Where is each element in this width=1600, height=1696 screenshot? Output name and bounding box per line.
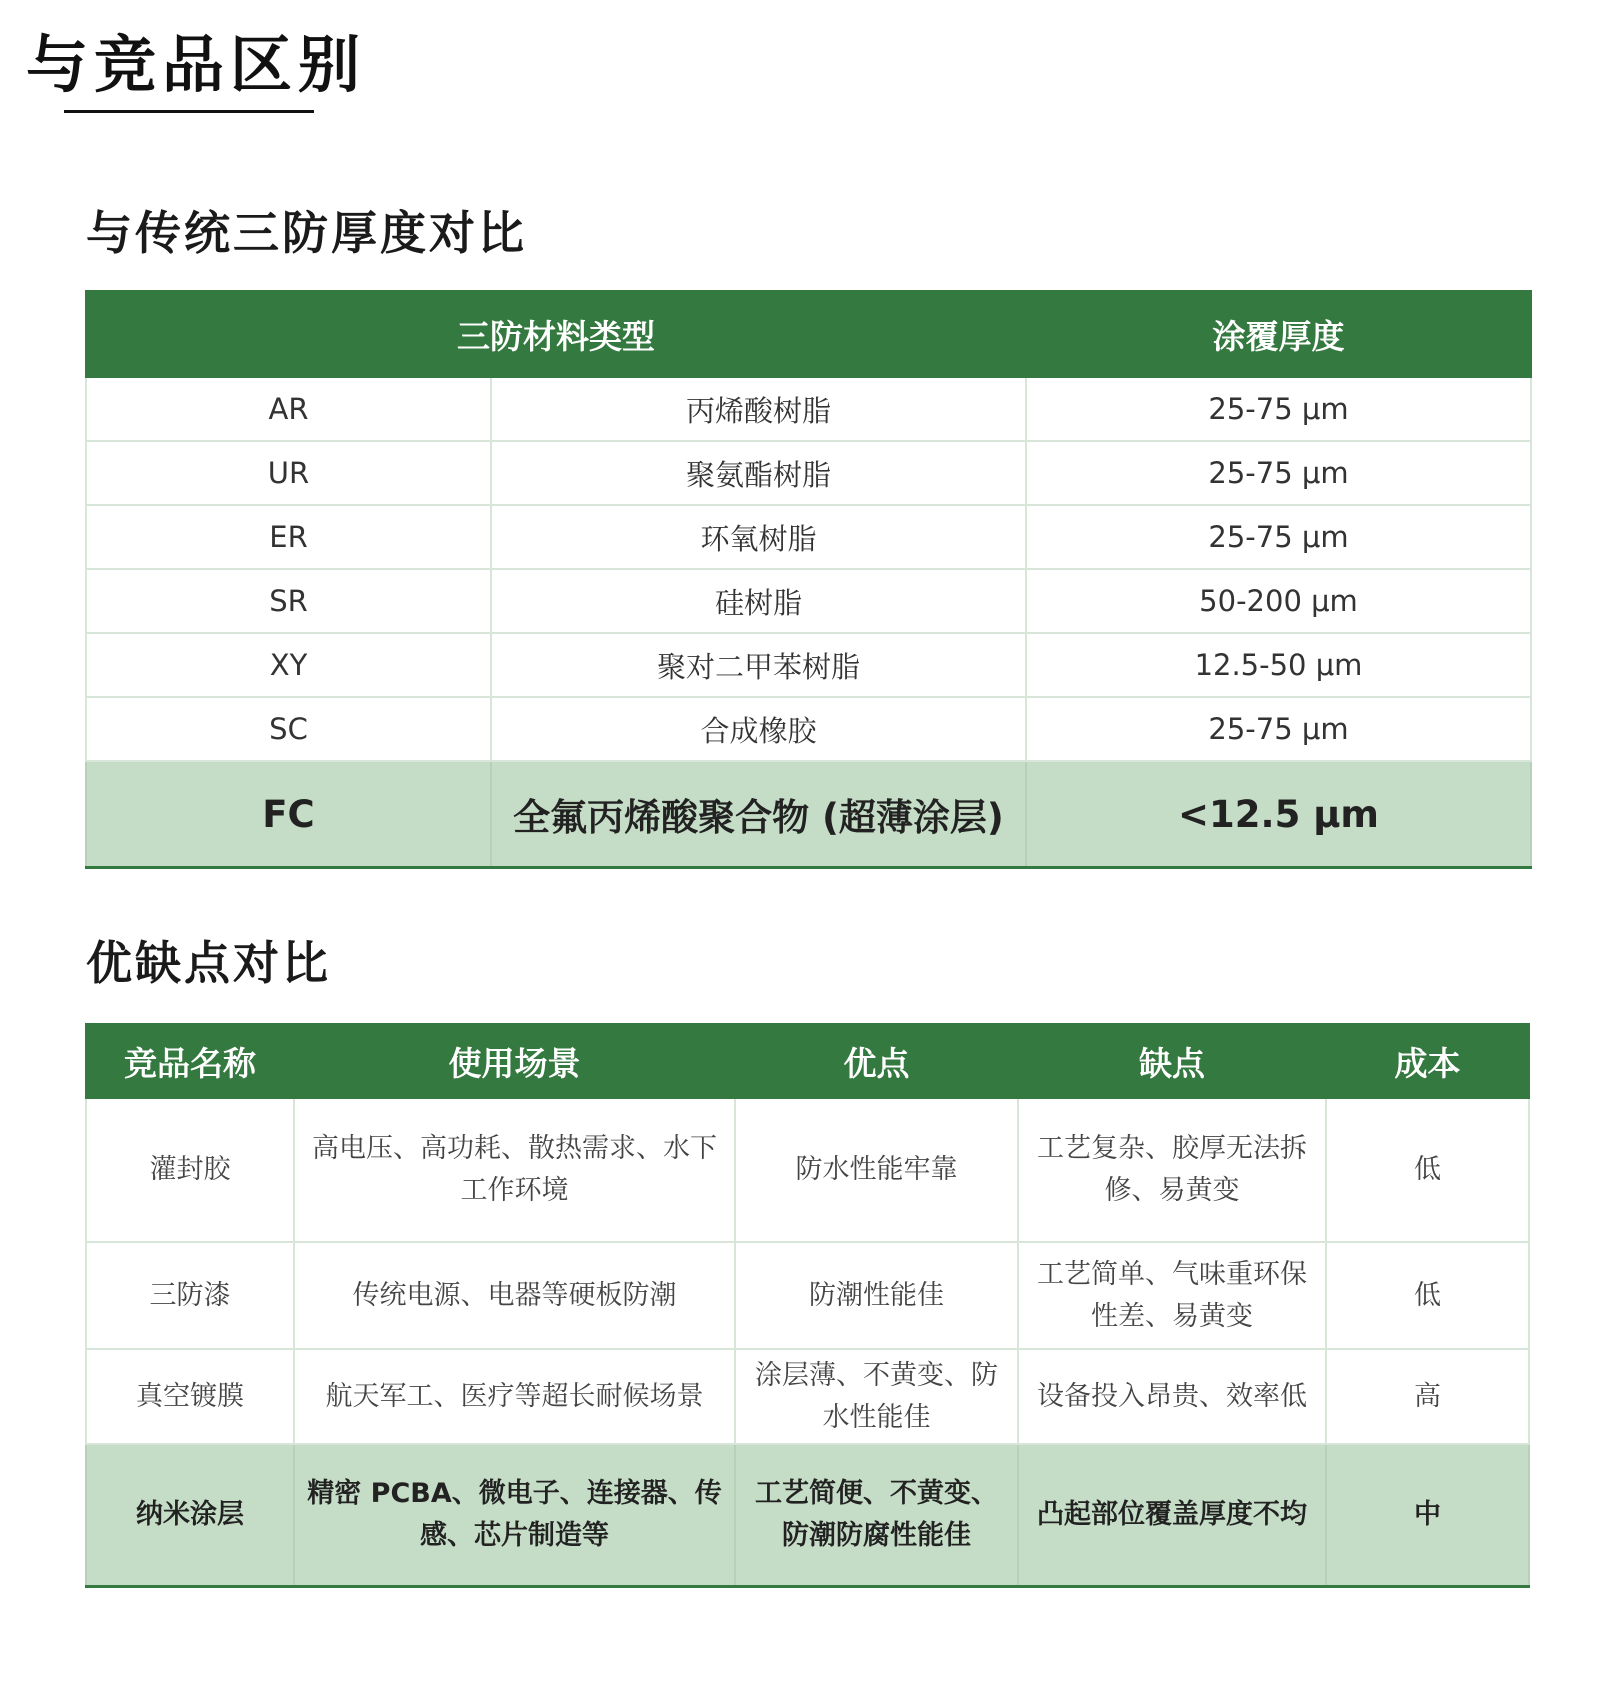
- table-header-row: [86, 1024, 1529, 1098]
- material-code: SC: [86, 697, 491, 761]
- material-code: UR: [86, 441, 491, 505]
- material-name: 硅树脂: [491, 569, 1026, 633]
- header-cost: 成本: [1326, 1024, 1529, 1098]
- product-pros: 防水性能牢靠: [735, 1098, 1018, 1242]
- material-code: XY: [86, 633, 491, 697]
- product-pros: 防潮性能佳: [735, 1242, 1018, 1349]
- table-row: [86, 1098, 1529, 1242]
- header-product-name: 竞品名称: [86, 1024, 294, 1098]
- table-row-highlighted: [86, 761, 1531, 868]
- material-thickness: 50-200 μm: [1026, 569, 1531, 633]
- page-title: 与竞品区别: [26, 28, 367, 101]
- product-cost: 低: [1326, 1242, 1529, 1349]
- material-thickness: 25-75 μm: [1026, 505, 1531, 569]
- material-name: 丙烯酸树脂: [491, 377, 1026, 441]
- product-scenario: 航天军工、医疗等超长耐候场景: [294, 1349, 735, 1444]
- table-header-row: [86, 291, 1531, 377]
- product-name: 灌封胶: [86, 1098, 294, 1242]
- product-scenario: 传统电源、电器等硬板防潮: [294, 1242, 735, 1349]
- material-code: SR: [86, 569, 491, 633]
- table-row: [86, 697, 1531, 761]
- table-row: [86, 1242, 1529, 1349]
- product-pros: 涂层薄、不黄变、防水性能佳: [735, 1349, 1018, 1444]
- product-cons: 设备投入昂贵、效率低: [1018, 1349, 1326, 1444]
- material-thickness: 25-75 μm: [1026, 377, 1531, 441]
- table-row-highlighted: [86, 1444, 1529, 1587]
- table-row: [86, 377, 1531, 441]
- material-name: 聚氨酯树脂: [491, 441, 1026, 505]
- table-row: [86, 633, 1531, 697]
- product-name: 纳米涂层: [86, 1444, 294, 1587]
- pros-cons-section-title: 优缺点对比: [86, 936, 331, 990]
- material-name: 环氧树脂: [491, 505, 1026, 569]
- table-row: [86, 441, 1531, 505]
- material-name: 合成橡胶: [491, 697, 1026, 761]
- product-cons: 工艺复杂、胶厚无法拆修、易黄变: [1018, 1098, 1326, 1242]
- product-name: 三防漆: [86, 1242, 294, 1349]
- header-material-type: 三防材料类型: [86, 291, 1026, 377]
- header-pros: 优点: [735, 1024, 1018, 1098]
- product-scenario: 精密 PCBA、微电子、连接器、传感、芯片制造等: [294, 1444, 735, 1587]
- product-scenario: 高电压、高功耗、散热需求、水下工作环境: [294, 1098, 735, 1242]
- thickness-section-title: 与传统三防厚度对比: [86, 206, 527, 260]
- table-row: [86, 569, 1531, 633]
- header-thickness: 涂覆厚度: [1026, 291, 1531, 377]
- product-name: 真空镀膜: [86, 1349, 294, 1444]
- thickness-comparison-table: [85, 290, 1532, 869]
- material-code: ER: [86, 505, 491, 569]
- pros-cons-comparison-table: [85, 1023, 1530, 1588]
- title-underline: [64, 110, 314, 113]
- material-code: AR: [86, 377, 491, 441]
- table-row: [86, 1349, 1529, 1444]
- table-row: [86, 505, 1531, 569]
- material-thickness: <12.5 μm: [1026, 761, 1531, 868]
- material-code: FC: [86, 761, 491, 868]
- material-name: 聚对二甲苯树脂: [491, 633, 1026, 697]
- header-scenario: 使用场景: [294, 1024, 735, 1098]
- material-thickness: 25-75 μm: [1026, 441, 1531, 505]
- material-name: 全氟丙烯酸聚合物 (超薄涂层): [491, 761, 1026, 868]
- product-pros: 工艺简便、不黄变、防潮防腐性能佳: [735, 1444, 1018, 1587]
- header-cons: 缺点: [1018, 1024, 1326, 1098]
- material-thickness: 25-75 μm: [1026, 697, 1531, 761]
- product-cons: 凸起部位覆盖厚度不均: [1018, 1444, 1326, 1587]
- product-cons: 工艺简单、气味重环保性差、易黄变: [1018, 1242, 1326, 1349]
- product-cost: 高: [1326, 1349, 1529, 1444]
- product-cost: 中: [1326, 1444, 1529, 1587]
- product-cost: 低: [1326, 1098, 1529, 1242]
- material-thickness: 12.5-50 μm: [1026, 633, 1531, 697]
